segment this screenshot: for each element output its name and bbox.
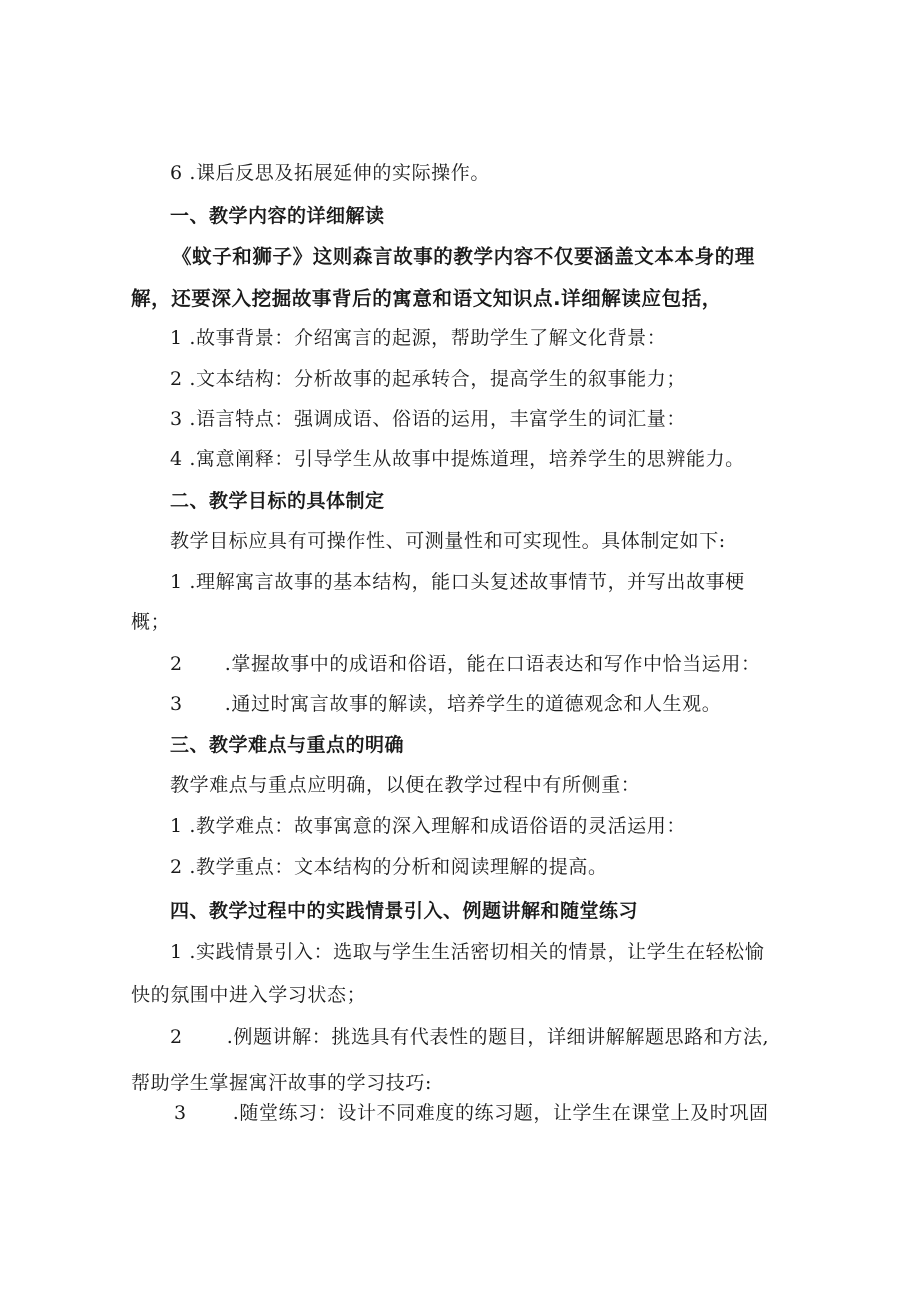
- list-item: 1 .理解寓言故事的基本结构，能口头复述故事情节，并写出故事梗: [170, 571, 745, 593]
- list-item: 6 .课后反思及拓展延伸的实际操作。: [170, 162, 490, 184]
- list-number: 2: [170, 1026, 183, 1048]
- section-heading: 三、教学难点与重点的明确: [170, 734, 405, 756]
- list-item-continuation: 概；: [131, 611, 171, 633]
- list-item: 2 .教学重点：文本结构的分析和阅读理解的提高。: [170, 856, 608, 878]
- list-item: [170, 652, 761, 676]
- list-text: .掌握故事中的成语和俗语，能在口语表达和写作中恰当运用：: [224, 653, 761, 675]
- list-number: 3: [174, 1102, 187, 1124]
- paragraph-line: 教学难点与重点应明确，以便在教学过程中有所侧重：: [170, 774, 641, 796]
- list-item: [170, 692, 721, 716]
- list-item: 3 .语言特点：强调成语、俗语的运用，丰富学生的词汇量：: [170, 408, 686, 430]
- list-item: [170, 1025, 769, 1049]
- list-item-continuation: 快的氛围中进入学习状态；: [131, 984, 367, 1006]
- list-number: 2: [170, 653, 183, 675]
- paragraph-line: 解，还要深入挖掘故事背后的寓意和语文知识点.详细解读应包括，: [131, 287, 722, 310]
- paragraph-line: 《蚊子和狮子》这则森言故事的教学内容不仅要涵盖文本本身的理: [172, 245, 755, 268]
- section-heading: 一、教学内容的详细解读: [170, 205, 385, 227]
- list-item: 1 .实践情景引入：选取与学生生活密切相关的情景，让学生在轻松愉: [170, 941, 765, 963]
- list-item: 1 .故事背景：介绍寓言的起源，帮助学生了解文化背景：: [170, 327, 667, 349]
- list-number: 3: [170, 693, 183, 715]
- list-text: .例题讲解：挑选具有代表性的题目，详细讲解解题思路和方法,: [226, 1026, 770, 1048]
- list-item: 2 .文本结构：分析故事的起承转合，提高学生的叙事能力；: [170, 368, 686, 390]
- paragraph-line: 教学目标应具有可操作性、可测量性和可实现性。具体制定如下:: [170, 530, 726, 552]
- list-text: .随堂练习：设计不同难度的练习题，让学生在课堂上及时巩固: [232, 1102, 769, 1124]
- section-heading: 二、教学目标的具体制定: [170, 490, 385, 512]
- list-item: 4 .寓意阐释：引导学生从故事中提炼道理，培养学生的思辨能力。: [170, 448, 745, 470]
- list-item: 1 .教学难点：故事寓意的深入理解和成语俗语的灵活运用：: [170, 815, 686, 837]
- section-heading: 四、教学过程中的实践情景引入、例题讲解和随堂练习: [170, 900, 639, 922]
- list-item-continuation: 帮助学生掌握寓汗故事的学习技巧:: [131, 1072, 433, 1094]
- list-text: .通过时寓言故事的解读，培养学生的道德观念和人生观。: [224, 693, 722, 715]
- list-item: [174, 1101, 769, 1125]
